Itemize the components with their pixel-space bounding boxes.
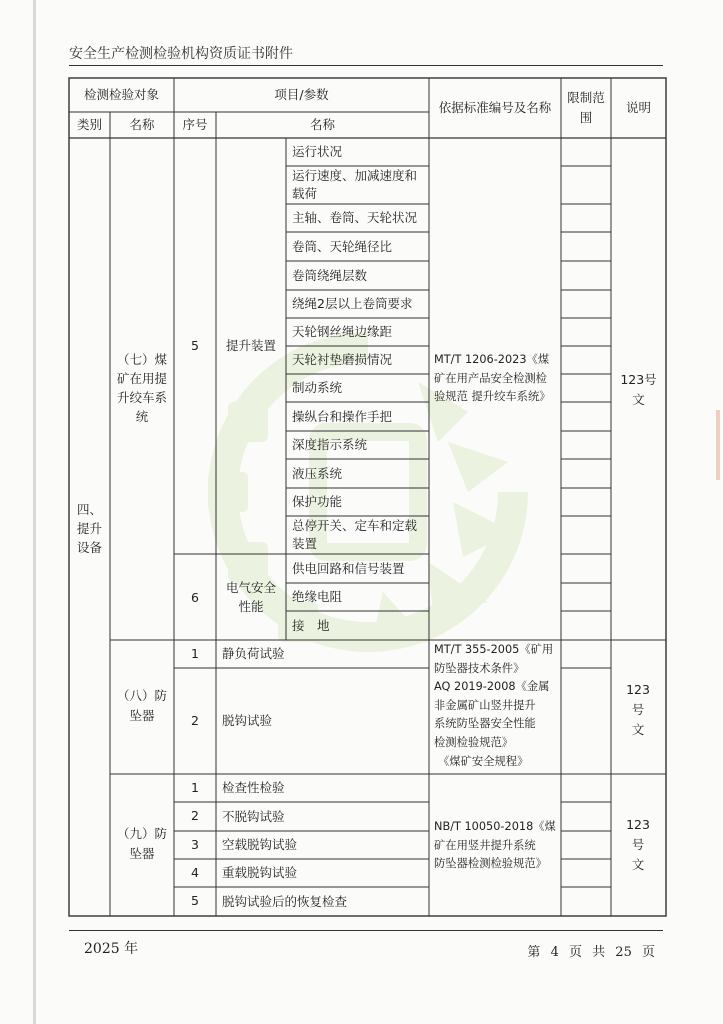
standard-line: NB/T 10050-2018《煤	[434, 820, 556, 833]
param-cell: 接 地	[292, 617, 330, 633]
param-cell: 保护功能	[292, 494, 343, 509]
item-seq: 1	[191, 646, 199, 661]
footer-year: 2025 年	[84, 941, 139, 957]
standard-line: 系统防坠器安全性能	[434, 717, 536, 731]
param-cell: 卷筒、天轮绳径比	[292, 238, 393, 254]
item-name: 脱钩试验后的恢复检查	[222, 893, 348, 909]
item-name: 提升装置	[225, 338, 276, 353]
standard-line: 检测检验规范》	[434, 735, 514, 749]
header-object: 检测检验对象	[83, 87, 159, 102]
standard-text: MT/T 1206-2023《煤矿在用产品安全检测检验规范 提升绞车系统》	[434, 353, 551, 404]
header-name: 名称	[129, 117, 155, 132]
header-standard: 依据标准编号及名称	[438, 100, 552, 115]
item-name: 重载脱钩试验	[222, 865, 298, 880]
standard-line: AQ 2019-2008《金属	[434, 680, 550, 694]
standard-line: 非金属矿山竖井提升	[434, 698, 536, 712]
item-name: 检查性检验	[222, 780, 285, 795]
standard-line: MT/T 355-2005《矿用	[434, 643, 554, 656]
header-category: 类别	[76, 117, 102, 132]
param-cell: 绕绳2层以上卷筒要求	[292, 296, 413, 311]
item-seq: 2	[191, 713, 199, 728]
param-cell: 制动系统	[292, 380, 343, 395]
item-seq: 4	[191, 865, 199, 880]
param-cell: 液压系统	[292, 465, 343, 481]
item-name: 电气安全性能	[225, 580, 276, 614]
header-note: 说明	[625, 100, 651, 115]
item-seq: 2	[191, 808, 199, 823]
page-current: 4	[550, 945, 559, 960]
page-word: 共	[592, 945, 606, 960]
standard-line: 防坠器检测检验规范》	[434, 857, 547, 871]
standard-line: 《煤矿安全规程》	[438, 754, 529, 768]
group-name-9: （九）防坠器	[116, 826, 167, 861]
standard-text	[434, 641, 558, 771]
group-name-7: （七）煤矿在用提升绞车系统	[116, 352, 167, 424]
header-project: 项目/参数	[274, 87, 329, 102]
item-seq: 5	[191, 338, 199, 353]
standard-line: 防坠器技术条件》	[434, 661, 525, 675]
param-cell: 运行状况	[292, 144, 343, 159]
param-cell: 供电回路和信号装置	[292, 560, 405, 576]
item-seq: 6	[191, 590, 199, 605]
group-name-8: （八）防坠器	[116, 688, 167, 723]
item-seq: 5	[191, 893, 199, 908]
item-name: 脱钩试验	[222, 713, 273, 728]
item-seq: 3	[191, 837, 199, 852]
page-word: 第	[527, 945, 541, 960]
header-seq: 序号	[182, 117, 208, 132]
page-word: 页	[641, 945, 655, 960]
note-cell: 123号文	[620, 372, 657, 407]
param-cell: 深度指示系统	[292, 437, 368, 452]
page-number	[525, 941, 657, 960]
param-cell: 总停开关、定车和定载装置	[292, 518, 418, 551]
param-cell: 卷筒绕绳层数	[292, 267, 368, 283]
item-seq: 1	[191, 780, 199, 795]
param-cell: 天轮衬垫磨损情况	[292, 352, 393, 367]
param-cell: 操纵台和操作手把	[292, 408, 393, 424]
header-param-name: 名称	[309, 117, 335, 132]
param-cell: 主轴、卷筒、天轮状况	[292, 210, 418, 225]
page-word: 页	[568, 945, 582, 960]
header-limit: 限制范围	[567, 90, 605, 125]
item-name: 不脱钩试验	[222, 808, 285, 824]
note-cell: 123号文	[626, 817, 650, 872]
param-cell: 绝缘电阻	[292, 589, 343, 604]
footer-rule	[69, 930, 663, 931]
category-cell: 四、提升设备	[76, 501, 102, 555]
page-header-title: 安全生产检测检验机构资质证书附件	[69, 46, 293, 62]
page-total: 25	[615, 945, 632, 960]
param-cell: 运行速度、加减速度和载荷	[292, 168, 418, 201]
standard-line: 矿在用竖井提升系统	[434, 838, 536, 852]
note-cell: 123号文	[626, 682, 650, 737]
standard-text	[434, 818, 558, 874]
item-name: 静负荷试验	[222, 646, 285, 661]
item-name: 空载脱钩试验	[222, 837, 298, 852]
param-cell: 天轮钢丝绳边缘距	[292, 324, 393, 339]
